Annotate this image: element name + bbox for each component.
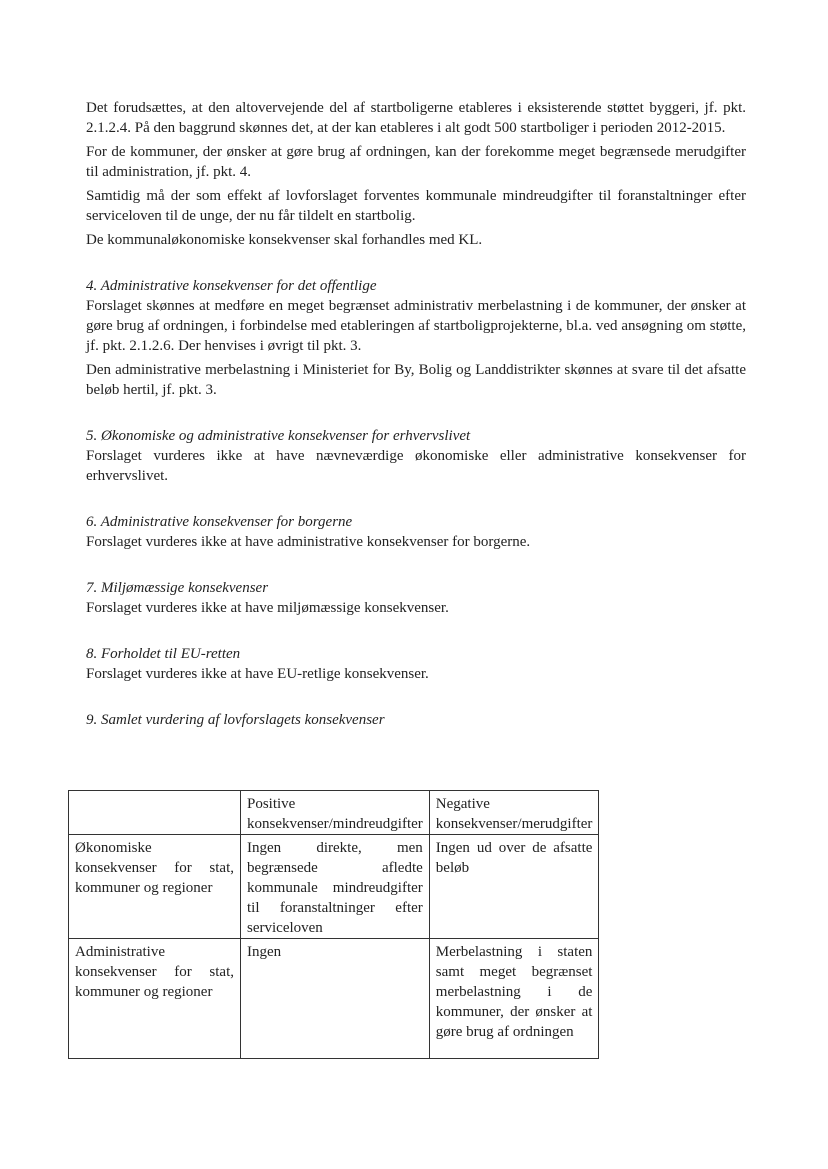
table-row-label: Økonomiske konsekvenser for stat, kommuner og regioner xyxy=(69,835,241,939)
section-6-paragraph-1: Forslaget vurderes ikke at have administrative konsekvenser for borgerne. xyxy=(86,534,531,550)
consequences-table xyxy=(68,790,599,1059)
document-page xyxy=(86,98,746,730)
table-header-cell-empty xyxy=(69,791,241,835)
table-cell: Ingen ud over de afsatte beløb xyxy=(429,835,599,939)
section-4-paragraph-1: Forslaget skønnes at medføre en meget begrænset administrativ merbelastning i de kommuner, der ønsker at gøre brug af ordningen, i forbindelse med etableringen af startboligprojekterne, bl.a. ved ansøgning om støtte, jf. pkt. 2.1.2.6. Der henvises i øvrigt til pkt. 3. xyxy=(86,298,746,354)
section-5-heading: 5. Økonomiske og administrative konsekvenser for erhvervslivet xyxy=(86,428,471,444)
section-6 xyxy=(86,512,746,552)
table-header-cell-negative: Negative konsekvenser/merudgifter xyxy=(429,791,599,835)
table-row xyxy=(69,835,599,939)
intro-paragraph-2: For de kommuner, der ønsker at gøre brug af ordningen, kan der forekomme meget begrænsede merudgifter til administration, jf. pkt. 4. xyxy=(86,144,746,180)
section-4-heading: 4. Administrative konsekvenser for det offentlige xyxy=(86,278,377,294)
table-header-cell-positive: Positive konsekvenser/mindreudgifter xyxy=(241,791,430,835)
section-8-paragraph-1: Forslaget vurderes ikke at have EU-retlige konsekvenser. xyxy=(86,666,429,682)
table-row-label: Administrative konsekvenser for stat, kommuner og regioner xyxy=(69,939,241,1059)
section-9-heading: 9. Samlet vurdering af lovforslagets konsekvenser xyxy=(86,712,385,728)
intro-paragraph-3: Samtidig må der som effekt af lovforslaget forventes kommunale mindreudgifter til foranstaltninger efter serviceloven til de unge, der nu får tildelt en startbolig. xyxy=(86,188,746,224)
section-7-paragraph-1: Forslaget vurderes ikke at have miljømæssige konsekvenser. xyxy=(86,600,449,616)
intro-section xyxy=(86,98,746,250)
table-cell: Ingen direkte, men begrænsede afledte kommunale mindreudgifter til foranstaltninger efter serviceloven xyxy=(241,835,430,939)
section-4 xyxy=(86,276,746,400)
section-8 xyxy=(86,644,746,684)
table-row xyxy=(69,939,599,1059)
section-9 xyxy=(86,710,746,730)
intro-paragraph-4: De kommunaløkonomiske konsekvenser skal forhandles med KL. xyxy=(86,232,483,248)
section-7 xyxy=(86,578,746,618)
section-7-heading: 7. Miljømæssige konsekvenser xyxy=(86,580,269,596)
section-8-heading: 8. Forholdet til EU-retten xyxy=(86,646,241,662)
intro-paragraph-1: Det forudsættes, at den altovervejende del af startboligerne etableres i eksisterende støttet byggeri, jf. pkt. 2.1.2.4. På den baggrund skønnes det, at der kan etableres i alt godt 500 startboliger i perioden 2012-2015. xyxy=(86,100,746,136)
table-cell: Merbelastning i staten samt meget begrænset merbelastning i de kommuner, der ønsker at gøre brug af ordningen xyxy=(429,939,599,1059)
section-5-paragraph-1: Forslaget vurderes ikke at have nævneværdige økonomiske eller administrative konsekvenser for erhvervslivet. xyxy=(86,448,746,484)
section-6-heading: 6. Administrative konsekvenser for borgerne xyxy=(86,514,353,530)
table-header-row xyxy=(69,791,599,835)
section-5 xyxy=(86,426,746,486)
section-4-paragraph-2: Den administrative merbelastning i Ministeriet for By, Bolig og Landdistrikter skønnes at svare til det afsatte beløb hertil, jf. pkt. 3. xyxy=(86,362,746,398)
table-cell: Ingen xyxy=(241,939,430,1059)
